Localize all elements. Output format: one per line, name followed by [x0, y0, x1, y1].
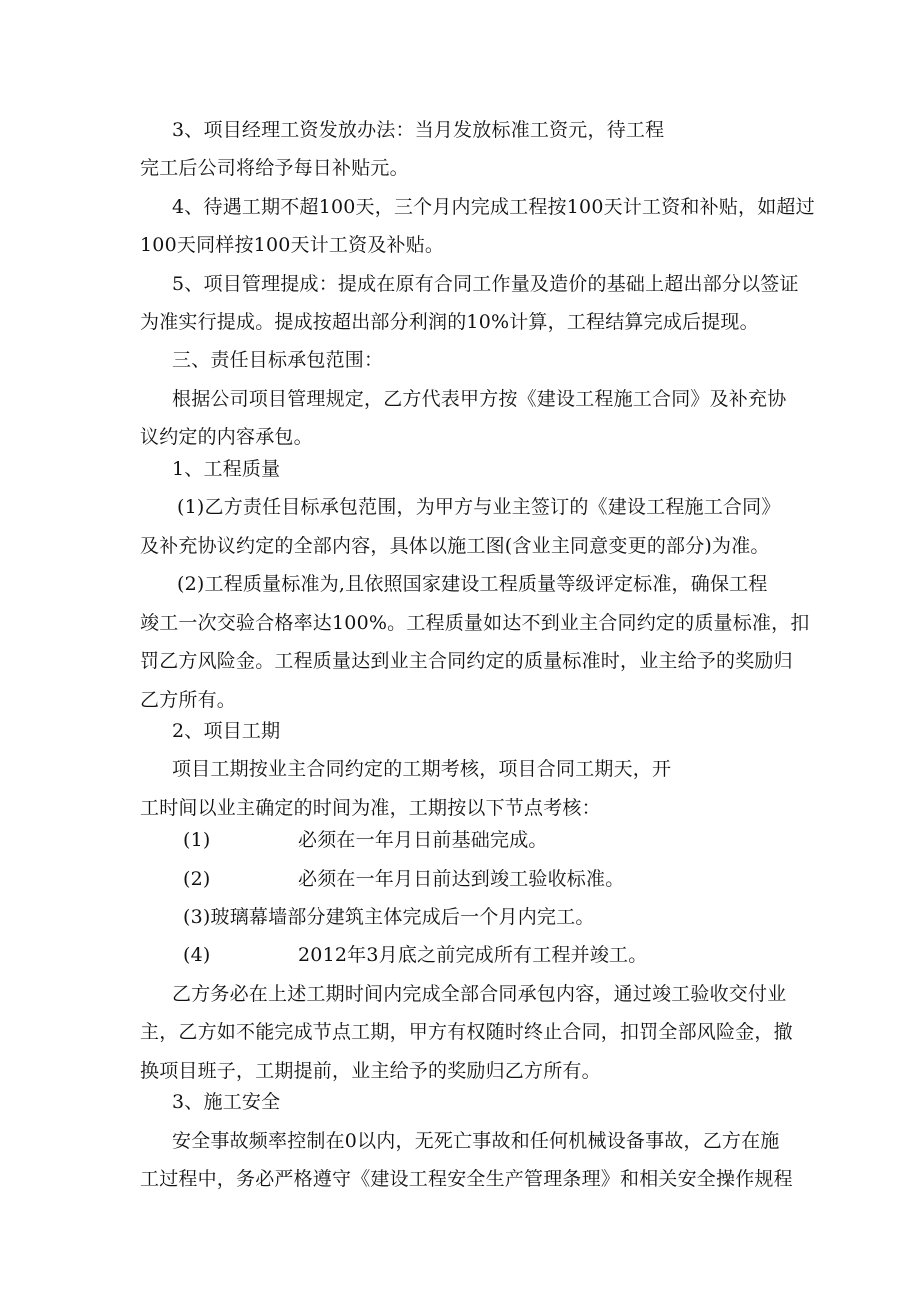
subheading-quality: 1、工程质量	[172, 458, 281, 480]
paragraph-scope-line-2: 议约定的内容承包。	[140, 426, 313, 448]
paragraph-quality-2-line-4: 乙方所有。	[140, 689, 237, 711]
section-heading-scope: 三、责任目标承包范围：	[172, 349, 384, 371]
node-2-number: (2)	[183, 868, 211, 890]
paragraph-duration-line-2: 100天同样按100天计工资及补贴。	[140, 234, 445, 256]
paragraph-salary-line-1: 3、项目经理工资发放办法：当月发放标准工资元，待工程	[172, 119, 665, 141]
paragraph-period-line-1: 项目工期按业主合同约定的工期考核，项目合同工期天，开	[172, 758, 672, 780]
paragraph-quality-2-line-2: 竣工一次交验合格率达100%。工程质量如达不到业主合同约定的质量标准，扣	[140, 612, 810, 634]
paragraph-period-line-2: 工时间以业主确定的时间为准，工期按以下节点考核：	[140, 797, 601, 819]
node-4-text: 2012年3月底之前完成所有工程并竣工。	[298, 944, 648, 966]
paragraph-safety-line-1: 安全事故频率控制在0以内，无死亡事故和任何机械设备事故，乙方在施	[172, 1130, 780, 1152]
paragraph-obligation-line-3: 换项目班子，工期提前，业主给予的奖励归乙方所有。	[140, 1060, 601, 1082]
paragraph-quality-1-line-2: 及补充协议约定的全部内容，具体以施工图(含业主同意变更的部分)为准。	[140, 535, 770, 557]
paragraph-duration-line-1: 4、待遇工期不超100天，三个月内完成工程按100天计工资和补贴，如超过	[172, 196, 815, 218]
subheading-project-period: 2、项目工期	[172, 720, 281, 742]
paragraph-commission-line-2: 为准实行提成。提成按超出部分利润的10%计算，工程结算完成后提现。	[140, 311, 759, 333]
paragraph-quality-1-line-1: (1)乙方责任目标承包范围，为甲方与业主签订的《建设工程施工合同》	[177, 496, 781, 518]
paragraph-salary-line-2: 完工后公司将给予每日补贴元。	[140, 157, 409, 179]
paragraph-scope-line-1: 根据公司项目管理规定，乙方代表甲方按《建设工程施工合同》及补充协	[172, 388, 787, 410]
node-item-4	[183, 942, 783, 968]
subheading-construction-safety: 3、施工安全	[172, 1091, 281, 1113]
node-2-text: 必须在一年月日前达到竣工验收标准。	[298, 868, 625, 890]
paragraph-obligation-line-1: 乙方务必在上述工期时间内完成全部合同承包内容，通过竣工验收交付业	[172, 983, 787, 1005]
node-item-2	[183, 866, 783, 892]
paragraph-safety-line-2: 工过程中，务必严格遵守《建设工程安全生产管理条理》和相关安全操作规程	[140, 1168, 793, 1190]
node-4-number: (4)	[183, 944, 211, 966]
paragraph-obligation-line-2: 主，乙方如不能完成节点工期，甲方有权随时终止合同，扣罚全部风险金，撤	[140, 1021, 793, 1043]
node-item-3: (3)玻璃幕墙部分建筑主体完成后一个月内完工。	[183, 906, 595, 928]
paragraph-quality-2-line-1: (2)工程质量标准为,且依照国家建设工程质量等级评定标准，确保工程	[177, 573, 768, 595]
node-1-number: (1)	[183, 829, 211, 851]
node-item-1	[183, 827, 783, 853]
paragraph-quality-2-line-3: 罚乙方风险金。工程质量达到业主合同约定的质量标准时，业主给予的奖励归	[140, 650, 793, 672]
paragraph-commission-line-1: 5、项目管理提成：提成在原有合同工作量及造价的基础上超出部分以签证	[172, 273, 799, 295]
node-1-text: 必须在一年月日前基础完成。	[298, 829, 548, 851]
